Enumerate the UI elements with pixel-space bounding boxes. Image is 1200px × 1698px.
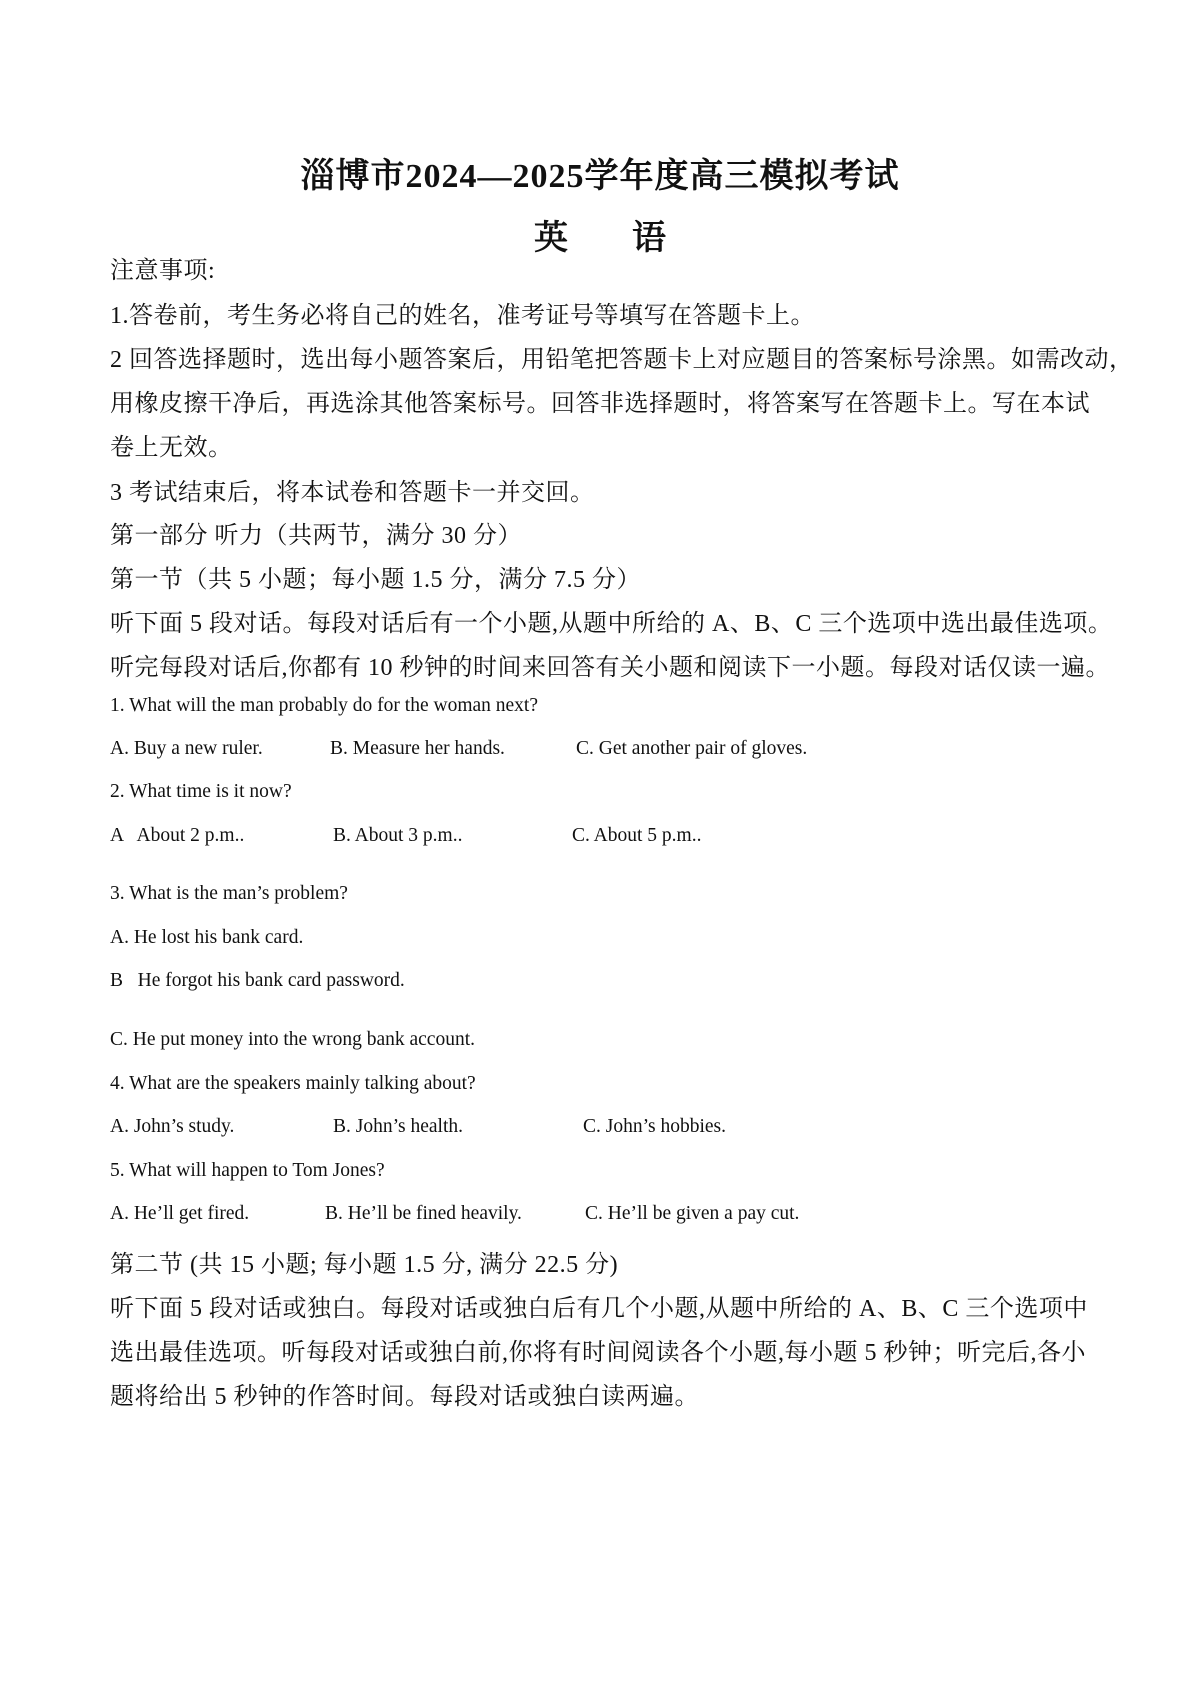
question-5-stem: 5. What will happen to Tom Jones? <box>110 1160 385 1181</box>
section2-heading: 第二节 (共 15 小题; 每小题 1.5 分, 满分 22.5 分) <box>110 1252 619 1278</box>
question-2-option-a: A About 2 p.m.. <box>110 825 245 846</box>
section1-instructions-line-1: 听下面 5 段对话。每段对话后有一个小题,从题中所给的 A、B、C 三个选项中选出最佳选项。 <box>110 611 1113 637</box>
question-4-option-a: A. John’s study. <box>110 1116 235 1137</box>
question-5-option-a: A. He’ll get fired. <box>110 1203 250 1224</box>
question-5-option-c: C. He’ll be given a pay cut. <box>585 1203 800 1224</box>
section1-heading: 第一节（共 5 小题；每小题 1.5 分，满分 7.5 分） <box>110 567 641 593</box>
question-4-option-b: B. John’s health. <box>333 1116 463 1137</box>
section1-instructions-line-2: 听完每段对话后,你都有 10 秒钟的时间来回答有关小题和阅读下一小题。每段对话仅读一遍。 <box>110 655 1110 681</box>
part1-heading: 第一部分 听力（共两节，满分 30 分） <box>110 523 522 549</box>
question-1-option-a: A. Buy a new ruler. <box>110 738 263 759</box>
notice-item-1: 1.答卷前，考生务必将自己的姓名，准考证号等填写在答题卡上。 <box>110 303 815 329</box>
question-5-option-b: B. He’ll be fined heavily. <box>325 1203 522 1224</box>
exam-title: 淄博市2024—2025学年度高三模拟考试 <box>300 158 900 195</box>
question-2-option-c: C. About 5 p.m.. <box>572 825 702 846</box>
question-2-option-b: B. About 3 p.m.. <box>333 825 463 846</box>
question-3-stem: 3. What is the man’s problem? <box>110 883 348 904</box>
question-1-option-b: B. Measure her hands. <box>330 738 505 759</box>
notice-item-2-line-2: 用橡皮擦干净后，再选涂其他答案标号。回答非选择题时，将答案写在答题卡上。写在本试 <box>110 391 1090 417</box>
section2-instructions-line-2: 选出最佳选项。听每段对话或独白前,你将有时间阅读各个小题,每小题 5 秒钟；听完后,各小 <box>110 1340 1086 1366</box>
section2-instructions-line-1: 听下面 5 段对话或独白。每段对话或独白后有几个小题,从题中所给的 A、B、C 三个选项中 <box>110 1296 1088 1322</box>
question-1-stem: 1. What will the man probably do for the woman next? <box>110 695 538 716</box>
notice-item-3: 3 考试结束后，将本试卷和答题卡一并交回。 <box>110 480 595 506</box>
question-1-option-c: C. Get another pair of gloves. <box>576 738 808 759</box>
section2-instructions-line-3: 题将给出 5 秒钟的作答时间。每段对话或独白读两遍。 <box>110 1384 699 1410</box>
notice-item-2-line-1: 2 回答选择题时，选出每小题答案后，用铅笔把答题卡上对应题目的答案标号涂黑。如需改动， <box>110 347 1134 373</box>
question-3-option-c: C. He put money into the wrong bank account. <box>110 1029 476 1050</box>
subject-char-1: 英 <box>534 220 568 257</box>
question-4-stem: 4. What are the speakers mainly talking about? <box>110 1073 476 1094</box>
question-3-option-a: A. He lost his bank card. <box>110 927 304 948</box>
question-4-option-c: C. John’s hobbies. <box>583 1116 727 1137</box>
subject-char-2: 语 <box>632 220 666 257</box>
notice-item-2-line-3: 卷上无效。 <box>110 435 233 461</box>
question-2-stem: 2. What time is it now? <box>110 781 292 802</box>
notice-heading: 注意事项: <box>110 258 216 284</box>
question-3-option-b: B He forgot his bank card password. <box>110 970 405 991</box>
